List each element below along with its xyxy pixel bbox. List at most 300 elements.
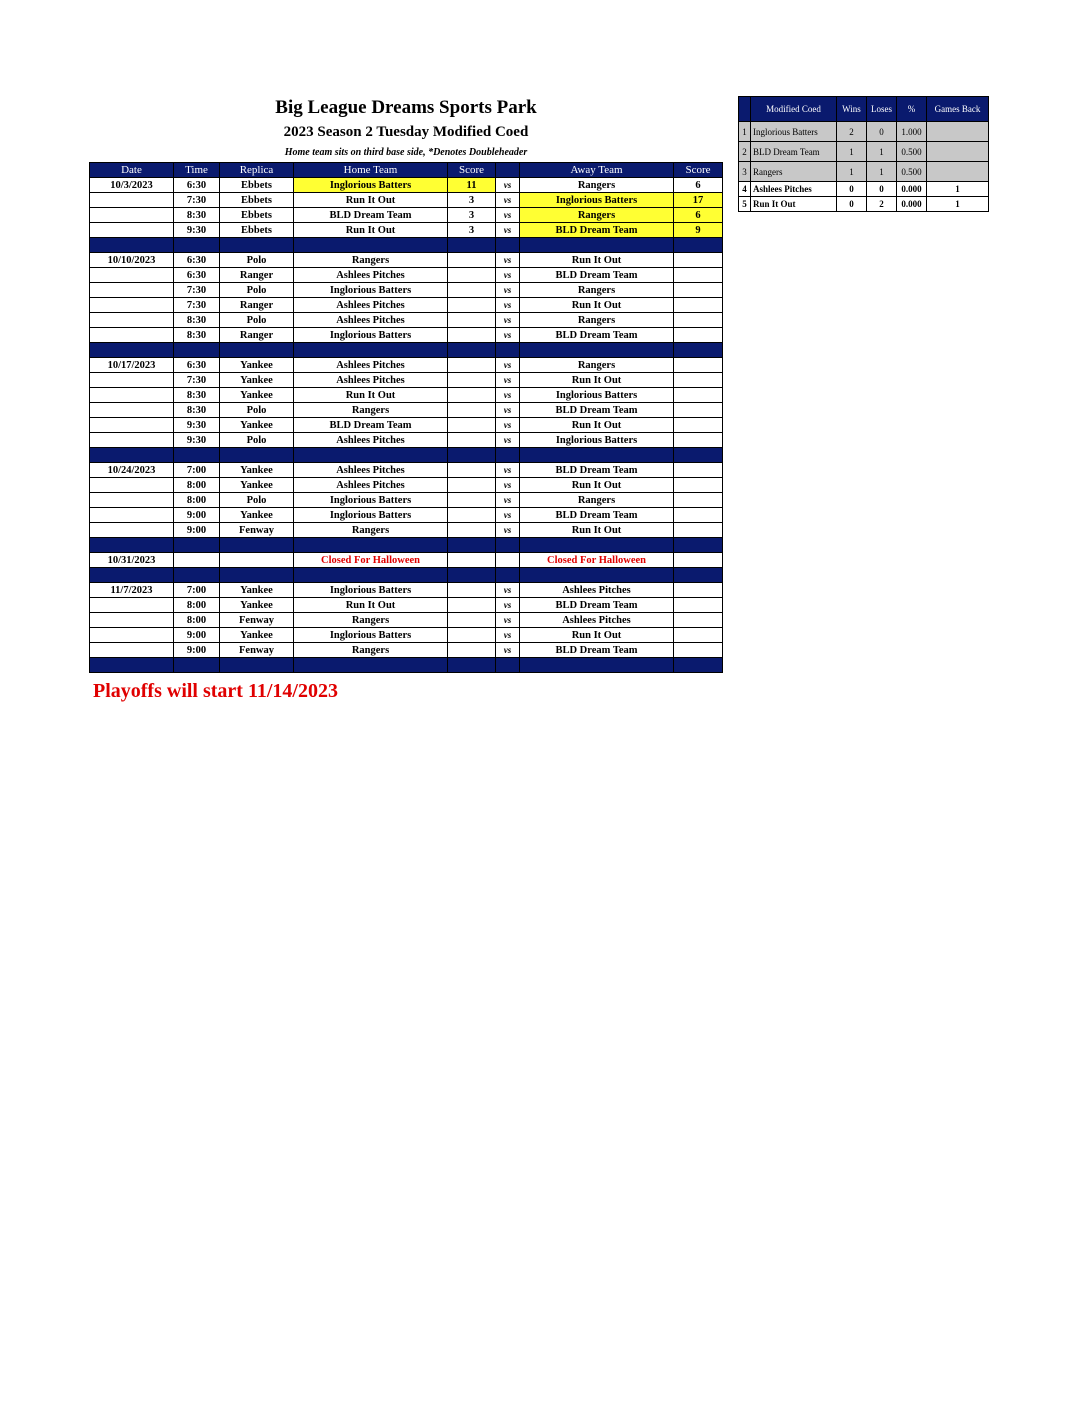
home-team: Inglorious Batters	[294, 283, 448, 298]
standings-team: Run It Out	[751, 197, 837, 212]
game-date: 10/17/2023	[90, 358, 174, 373]
away-score	[674, 628, 723, 643]
standings-games-back	[927, 122, 989, 142]
vs-label: vs	[496, 463, 520, 478]
game-date	[90, 208, 174, 223]
separator-cell	[674, 568, 723, 583]
standings-games-back	[927, 162, 989, 182]
away-team: BLD Dream Team	[520, 508, 674, 523]
standings-team: Ashlees Pitches	[751, 182, 837, 197]
vs-label: vs	[496, 613, 520, 628]
away-team: Rangers	[520, 358, 674, 373]
home-score	[448, 628, 496, 643]
away-score	[674, 463, 723, 478]
vs-label: vs	[496, 298, 520, 313]
separator-cell	[496, 343, 520, 358]
home-team: Ashlees Pitches	[294, 268, 448, 283]
game-date	[90, 313, 174, 328]
standings-body	[739, 122, 989, 212]
game-time: 7:00	[174, 463, 220, 478]
game-date	[90, 193, 174, 208]
col-away-score-header: Score	[674, 163, 723, 178]
home-team: Run It Out	[294, 388, 448, 403]
game-field: Polo	[220, 403, 294, 418]
game-row	[90, 388, 723, 403]
standings-pct: 1.000	[897, 122, 927, 142]
home-team-note: Home team sits on third base side, *Denotes Doubleheader	[284, 147, 528, 158]
game-date	[90, 643, 174, 658]
game-field: Polo	[220, 283, 294, 298]
standings-wins: 1	[837, 142, 867, 162]
standings-losses: 0	[867, 122, 897, 142]
home-score	[448, 268, 496, 283]
standings-losses: 2	[867, 197, 897, 212]
home-score	[448, 493, 496, 508]
standings-team: Rangers	[751, 162, 837, 182]
game-time: 7:30	[174, 373, 220, 388]
game-field: Yankee	[220, 358, 294, 373]
game-date: 10/3/2023	[90, 178, 174, 193]
standings-wins: 0	[837, 182, 867, 197]
game-field: Ebbets	[220, 178, 294, 193]
away-team: Ashlees Pitches	[520, 613, 674, 628]
standings-row	[739, 122, 989, 142]
game-time: 8:30	[174, 313, 220, 328]
game-row	[90, 373, 723, 388]
game-row	[90, 298, 723, 313]
away-score	[674, 433, 723, 448]
vs-label: vs	[496, 508, 520, 523]
game-field: Polo	[220, 253, 294, 268]
game-time: 9:00	[174, 508, 220, 523]
separator-cell	[174, 343, 220, 358]
standings-losses: 1	[867, 162, 897, 182]
game-time	[174, 553, 220, 568]
home-team: Inglorious Batters	[294, 493, 448, 508]
game-date	[90, 283, 174, 298]
away-score	[674, 328, 723, 343]
separator-cell	[674, 538, 723, 553]
game-time: 9:00	[174, 523, 220, 538]
col-time-header: Time	[174, 163, 220, 178]
game-row	[90, 358, 723, 373]
away-team: Inglorious Batters	[520, 388, 674, 403]
standings-rank: 2	[739, 142, 751, 162]
home-score	[448, 403, 496, 418]
separator-cell	[520, 238, 674, 253]
game-time: 8:30	[174, 403, 220, 418]
week-separator	[90, 238, 723, 253]
game-time: 9:00	[174, 628, 220, 643]
home-score	[448, 643, 496, 658]
vs-label: vs	[496, 418, 520, 433]
game-date	[90, 523, 174, 538]
game-row	[90, 613, 723, 628]
home-score	[448, 298, 496, 313]
game-time: 8:30	[174, 388, 220, 403]
game-row	[90, 403, 723, 418]
separator-cell	[674, 343, 723, 358]
vs-label: vs	[496, 583, 520, 598]
separator-cell	[90, 658, 174, 673]
week-separator	[90, 538, 723, 553]
standings-pct: 0.500	[897, 142, 927, 162]
home-team: Run It Out	[294, 598, 448, 613]
away-team: Run It Out	[520, 523, 674, 538]
game-row	[90, 523, 723, 538]
separator-cell	[520, 538, 674, 553]
home-team: Run It Out	[294, 193, 448, 208]
game-date	[90, 373, 174, 388]
game-time: 7:30	[174, 298, 220, 313]
away-team: Inglorious Batters	[520, 433, 674, 448]
game-date	[90, 493, 174, 508]
away-score	[674, 313, 723, 328]
game-field: Fenway	[220, 613, 294, 628]
separator-cell	[294, 238, 448, 253]
away-score	[674, 403, 723, 418]
separator-cell	[294, 658, 448, 673]
home-score	[448, 523, 496, 538]
vs-label: vs	[496, 253, 520, 268]
game-row	[90, 463, 723, 478]
standings-rank: 5	[739, 197, 751, 212]
game-date	[90, 268, 174, 283]
schedule-header-row	[90, 163, 723, 178]
home-team: Rangers	[294, 613, 448, 628]
game-date	[90, 628, 174, 643]
standings-row	[739, 142, 989, 162]
vs-label: vs	[496, 598, 520, 613]
away-team: Rangers	[520, 493, 674, 508]
away-score	[674, 358, 723, 373]
game-field: Yankee	[220, 373, 294, 388]
game-time: 6:30	[174, 178, 220, 193]
away-score	[674, 553, 723, 568]
separator-cell	[174, 238, 220, 253]
standings-row	[739, 197, 989, 212]
standings-rank: 4	[739, 182, 751, 197]
away-team: Run It Out	[520, 418, 674, 433]
game-date	[90, 613, 174, 628]
col-vs-header	[496, 163, 520, 178]
away-score	[674, 493, 723, 508]
separator-cell	[674, 448, 723, 463]
game-date	[90, 508, 174, 523]
game-time: 8:30	[174, 208, 220, 223]
col-date-header: Date	[90, 163, 174, 178]
game-time: 9:00	[174, 643, 220, 658]
separator-cell	[174, 538, 220, 553]
home-team: Rangers	[294, 403, 448, 418]
separator-cell	[448, 448, 496, 463]
home-team: Rangers	[294, 253, 448, 268]
col-replica-header: Replica	[220, 163, 294, 178]
home-score: 3	[448, 223, 496, 238]
home-score	[448, 613, 496, 628]
game-field: Ranger	[220, 328, 294, 343]
standings-wins: 0	[837, 197, 867, 212]
game-time: 6:30	[174, 358, 220, 373]
standings-team: Inglorious Batters	[751, 122, 837, 142]
game-row	[90, 598, 723, 613]
separator-cell	[220, 568, 294, 583]
away-score	[674, 283, 723, 298]
schedule-body	[90, 178, 723, 673]
game-time: 8:30	[174, 328, 220, 343]
game-date	[90, 598, 174, 613]
home-score	[448, 583, 496, 598]
standings-games-back: 1	[927, 197, 989, 212]
vs-label: vs	[496, 628, 520, 643]
game-row	[90, 313, 723, 328]
game-time: 6:30	[174, 253, 220, 268]
separator-cell	[220, 238, 294, 253]
game-row	[90, 433, 723, 448]
separator-cell	[448, 343, 496, 358]
game-date: 10/10/2023	[90, 253, 174, 268]
separator-cell	[520, 658, 674, 673]
vs-label: vs	[496, 433, 520, 448]
game-row	[90, 583, 723, 598]
vs-label: vs	[496, 208, 520, 223]
separator-cell	[220, 343, 294, 358]
away-team: Rangers	[520, 283, 674, 298]
standings-row	[739, 162, 989, 182]
vs-label: vs	[496, 478, 520, 493]
home-score	[448, 433, 496, 448]
standings-pct: 0.500	[897, 162, 927, 182]
away-team: BLD Dream Team	[520, 403, 674, 418]
vs-label: vs	[496, 643, 520, 658]
separator-cell	[448, 238, 496, 253]
away-team: Rangers	[520, 313, 674, 328]
separator-cell	[496, 568, 520, 583]
separator-cell	[294, 448, 448, 463]
game-time: 7:30	[174, 283, 220, 298]
home-team: Ashlees Pitches	[294, 478, 448, 493]
standings-games-back: 1	[927, 182, 989, 197]
standings-rank: 3	[739, 162, 751, 182]
away-team: BLD Dream Team	[520, 223, 674, 238]
separator-cell	[90, 538, 174, 553]
home-team: Ashlees Pitches	[294, 313, 448, 328]
home-team: BLD Dream Team	[294, 208, 448, 223]
game-row	[90, 628, 723, 643]
home-score: 3	[448, 193, 496, 208]
home-team: Rangers	[294, 523, 448, 538]
game-row	[90, 283, 723, 298]
standings-pct: 0.000	[897, 197, 927, 212]
separator-cell	[90, 448, 174, 463]
away-score	[674, 613, 723, 628]
away-team: Closed For Halloween	[520, 553, 674, 568]
away-team: BLD Dream Team	[520, 643, 674, 658]
separator-cell	[90, 238, 174, 253]
away-score: 6	[674, 178, 723, 193]
home-score	[448, 313, 496, 328]
separator-cell	[674, 238, 723, 253]
vs-label: vs	[496, 223, 520, 238]
game-row	[90, 193, 723, 208]
vs-label: vs	[496, 493, 520, 508]
away-score	[674, 583, 723, 598]
game-row	[90, 478, 723, 493]
separator-cell	[448, 658, 496, 673]
away-score	[674, 298, 723, 313]
separator-cell	[520, 448, 674, 463]
game-row	[90, 268, 723, 283]
home-team: Closed For Halloween	[294, 553, 448, 568]
away-team: Run It Out	[520, 478, 674, 493]
away-team: Rangers	[520, 208, 674, 223]
game-field: Yankee	[220, 508, 294, 523]
vs-label: vs	[496, 388, 520, 403]
game-row	[90, 493, 723, 508]
standings-wins: 1	[837, 162, 867, 182]
week-separator	[90, 658, 723, 673]
game-row	[90, 418, 723, 433]
home-team: Ashlees Pitches	[294, 358, 448, 373]
game-row	[90, 223, 723, 238]
game-field: Polo	[220, 313, 294, 328]
col-home-team-header: Home Team	[294, 163, 448, 178]
home-score	[448, 373, 496, 388]
home-team: Ashlees Pitches	[294, 298, 448, 313]
away-score	[674, 418, 723, 433]
game-date: 11/7/2023	[90, 583, 174, 598]
game-time: 7:30	[174, 193, 220, 208]
standings-table	[738, 96, 989, 212]
home-team: BLD Dream Team	[294, 418, 448, 433]
game-date: 10/31/2023	[90, 553, 174, 568]
vs-label: vs	[496, 268, 520, 283]
home-team: Inglorious Batters	[294, 583, 448, 598]
separator-cell	[520, 568, 674, 583]
separator-cell	[90, 568, 174, 583]
game-date	[90, 403, 174, 418]
home-team: Rangers	[294, 643, 448, 658]
standings-header-row	[739, 97, 989, 122]
home-team: Inglorious Batters	[294, 508, 448, 523]
game-time: 9:30	[174, 418, 220, 433]
game-time: 9:30	[174, 223, 220, 238]
game-date	[90, 433, 174, 448]
page-subtitle: 2023 Season 2 Tuesday Modified Coed	[283, 124, 529, 140]
game-date	[90, 298, 174, 313]
home-score	[448, 358, 496, 373]
playoffs-notice: Playoffs will start 11/14/2023	[93, 680, 338, 702]
home-team: Run It Out	[294, 223, 448, 238]
away-score: 17	[674, 193, 723, 208]
game-field: Fenway	[220, 523, 294, 538]
game-field: Fenway	[220, 643, 294, 658]
away-score	[674, 508, 723, 523]
separator-cell	[294, 568, 448, 583]
home-score	[448, 253, 496, 268]
game-field: Ebbets	[220, 208, 294, 223]
away-team: Ashlees Pitches	[520, 583, 674, 598]
game-field: Yankee	[220, 463, 294, 478]
page-title: Big League Dreams Sports Park	[275, 97, 537, 118]
away-team: Run It Out	[520, 298, 674, 313]
standings-pct: 0.000	[897, 182, 927, 197]
home-score	[448, 463, 496, 478]
separator-cell	[174, 568, 220, 583]
standings-rank-header	[739, 97, 751, 122]
game-field: Ranger	[220, 298, 294, 313]
game-row	[90, 643, 723, 658]
away-score	[674, 268, 723, 283]
game-date	[90, 418, 174, 433]
game-row	[90, 253, 723, 268]
home-score	[448, 553, 496, 568]
game-time: 9:30	[174, 433, 220, 448]
standings-rank: 1	[739, 122, 751, 142]
week-separator	[90, 448, 723, 463]
separator-cell	[174, 448, 220, 463]
vs-label: vs	[496, 328, 520, 343]
schedule-table	[89, 162, 723, 673]
vs-label: vs	[496, 283, 520, 298]
col-away-team-header: Away Team	[520, 163, 674, 178]
away-team: BLD Dream Team	[520, 328, 674, 343]
game-field: Yankee	[220, 598, 294, 613]
home-score	[448, 508, 496, 523]
away-team: Run It Out	[520, 628, 674, 643]
away-score	[674, 478, 723, 493]
standings-losses: 1	[867, 142, 897, 162]
game-time: 7:00	[174, 583, 220, 598]
game-date	[90, 388, 174, 403]
away-score: 9	[674, 223, 723, 238]
standings-gb-header: Games Back	[927, 97, 989, 122]
game-date	[90, 223, 174, 238]
away-team: Rangers	[520, 178, 674, 193]
separator-cell	[220, 658, 294, 673]
vs-label: vs	[496, 373, 520, 388]
home-team: Inglorious Batters	[294, 178, 448, 193]
separator-cell	[520, 343, 674, 358]
away-team: Inglorious Batters	[520, 193, 674, 208]
vs-label: vs	[496, 403, 520, 418]
standings-games-back	[927, 142, 989, 162]
separator-cell	[174, 658, 220, 673]
standings-wins: 2	[837, 122, 867, 142]
game-time: 8:00	[174, 478, 220, 493]
game-time: 6:30	[174, 268, 220, 283]
game-date	[90, 328, 174, 343]
standings-losses: 0	[867, 182, 897, 197]
separator-cell	[294, 343, 448, 358]
separator-cell	[220, 538, 294, 553]
vs-label	[496, 553, 520, 568]
home-score	[448, 418, 496, 433]
separator-cell	[496, 238, 520, 253]
game-field: Ranger	[220, 268, 294, 283]
week-separator	[90, 568, 723, 583]
away-team: Run It Out	[520, 253, 674, 268]
standings-team: BLD Dream Team	[751, 142, 837, 162]
game-field: Yankee	[220, 388, 294, 403]
separator-cell	[448, 568, 496, 583]
game-time: 8:00	[174, 493, 220, 508]
game-field: Ebbets	[220, 193, 294, 208]
week-separator	[90, 343, 723, 358]
game-row	[90, 178, 723, 193]
separator-cell	[496, 658, 520, 673]
home-team: Inglorious Batters	[294, 628, 448, 643]
